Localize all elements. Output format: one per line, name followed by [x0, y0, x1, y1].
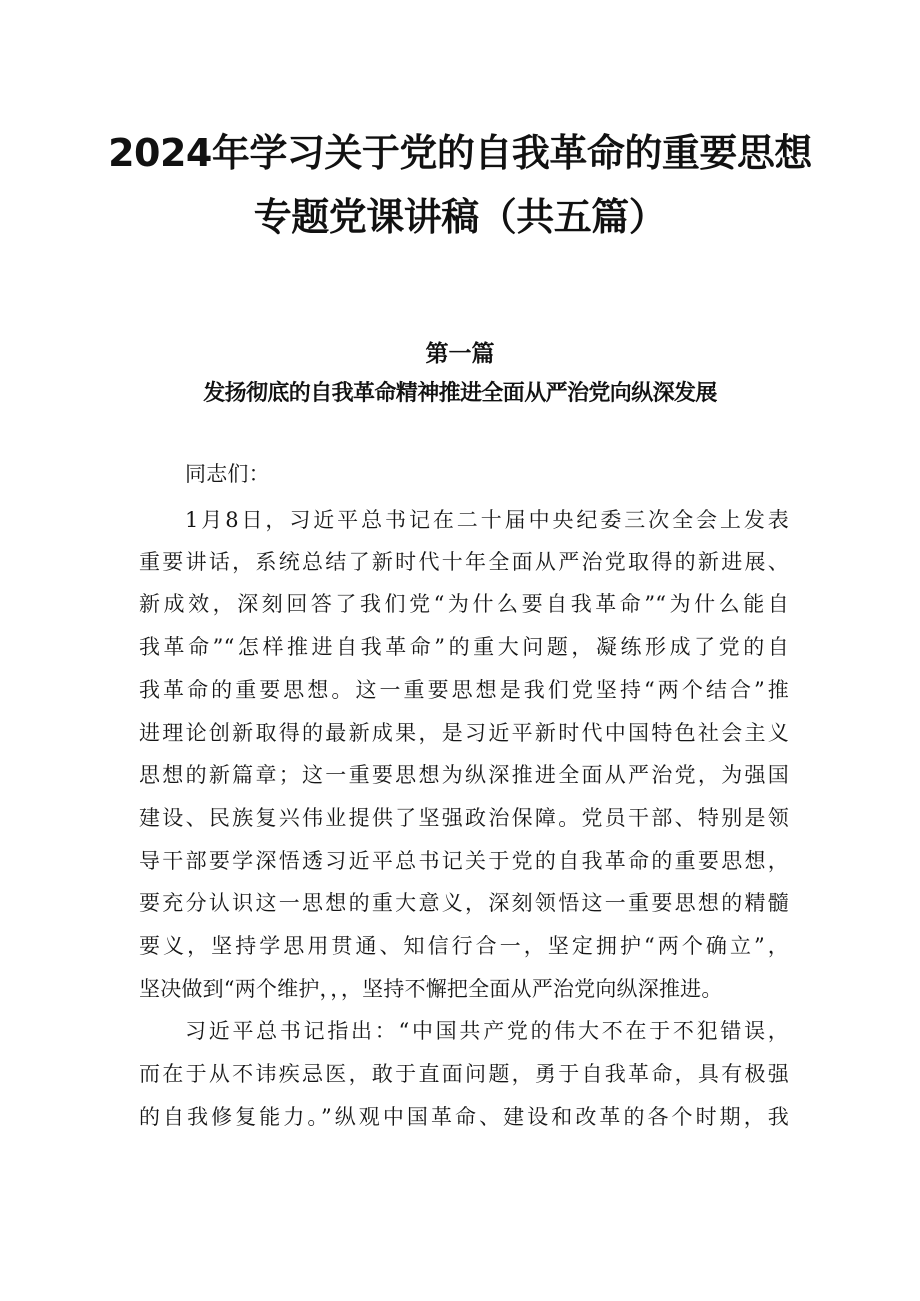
body-line: 思想的新篇章；这一重要思想为纵深推进全面从严治党，为强国 — [139, 763, 789, 787]
body-line: 我革命”“怎样推进自我革命”的重大问题，凝练形成了党的自 — [139, 635, 789, 659]
body-line: 坚决做到“两个维护，，，坚持不懈把全面从严治党向纵深推进。 — [139, 977, 723, 1001]
body-line: 导干部要学深悟透习近平总书记关于党的自我革命的重要思想， — [139, 849, 789, 873]
section-title: 发扬彻底的自我革命精神推进全面从严治党向纵深发展 — [203, 381, 717, 406]
body-line: 要义，坚持学思用贯通、知信行合一，坚定拥护“两个确立”， — [139, 934, 789, 958]
document-title-line-2: 专题党课讲稿（共五篇） — [253, 195, 667, 239]
document-title-line-1: 2024年学习关于党的自我革命的重要思想 — [108, 131, 812, 175]
body-line: 1月8日，习近平总书记在二十届中央纪委三次全会上发表 — [185, 508, 789, 532]
body-line: 的自我修复能力。”纵观中国革命、建设和改革的各个时期，我 — [139, 1105, 789, 1129]
body-line: 我革命的重要思想。这一重要思想是我们党坚持“两个结合”推 — [139, 678, 789, 702]
body-line: 进理论创新取得的最新成果，是习近平新时代中国特色社会主义 — [139, 721, 789, 745]
section-label: 第一篇 — [425, 341, 495, 367]
body-line: 而在于从不讳疾忌医，敢于直面问题，勇于自我革命，具有极强 — [139, 1062, 789, 1086]
salutation: 同志们： — [185, 462, 270, 486]
body-line: 新成效，深刻回答了我们党“为什么要自我革命”“为什么能自 — [139, 592, 789, 616]
body-line: 重要讲话，系统总结了新时代十年全面从严治党取得的新进展、 — [139, 550, 789, 574]
body-line: 建设、民族复兴伟业提供了坚强政治保障。党员干部、特别是领 — [139, 806, 789, 830]
body-line: 习近平总书记指出：“中国共产党的伟大不在于不犯错误， — [185, 1019, 789, 1043]
body-line: 要充分认识这一思想的重大意义，深刻领悟这一重要思想的精髓 — [139, 891, 789, 915]
